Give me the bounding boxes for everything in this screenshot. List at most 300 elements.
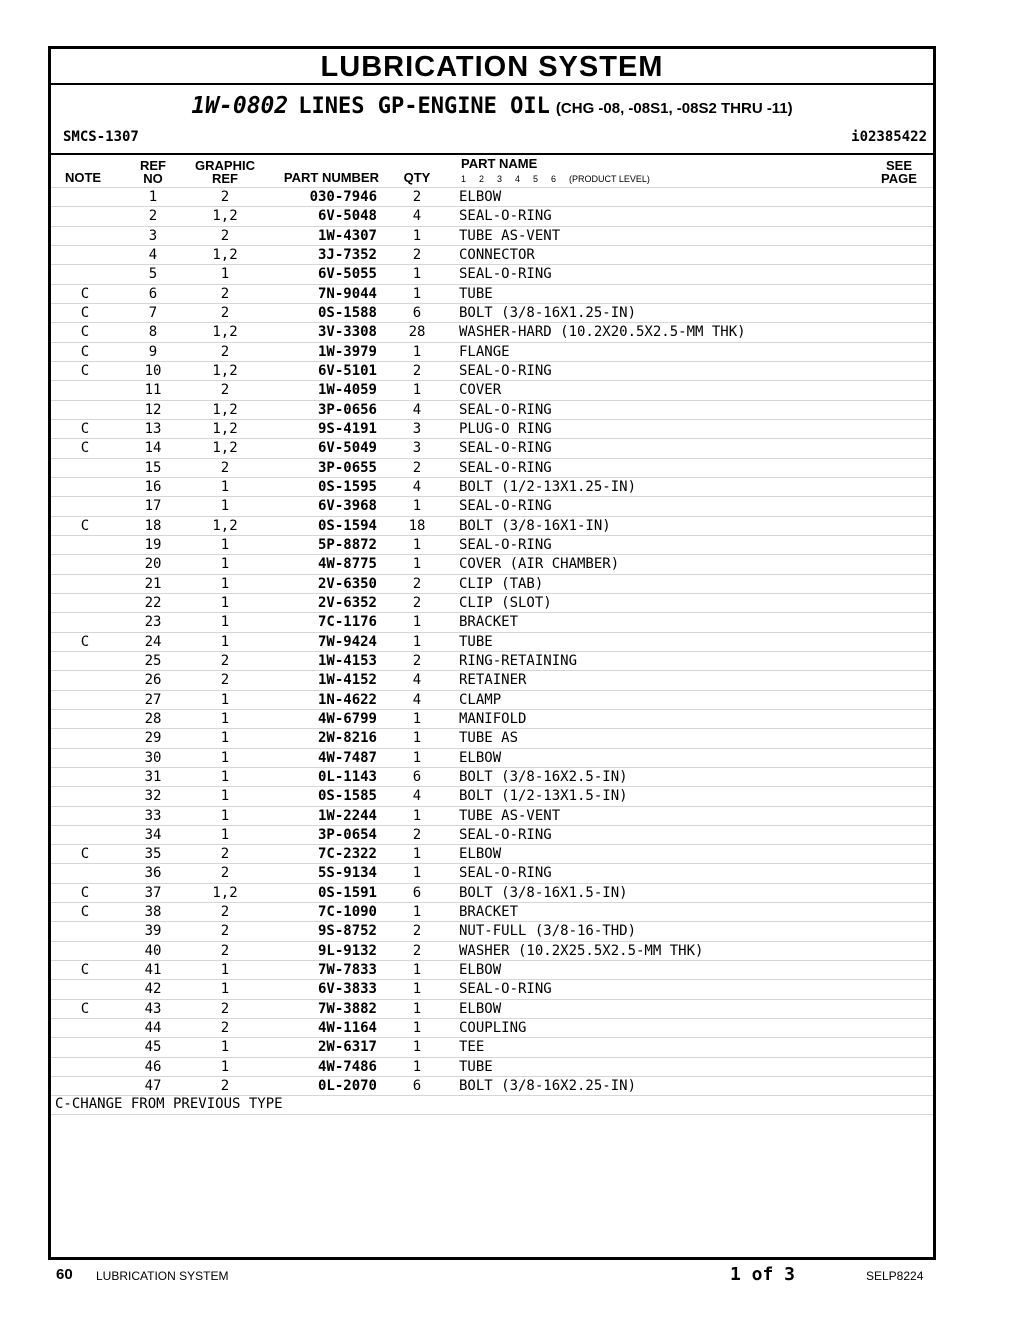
row-graphic-ref: 2	[220, 865, 230, 882]
table-row	[51, 1076, 933, 1095]
row-qty: 1	[412, 1020, 422, 1037]
table-row	[51, 863, 933, 882]
row-part-number: 0S-1595	[317, 478, 377, 495]
row-part-number: 1W-4059	[317, 382, 377, 399]
row-ref-no: 7	[148, 304, 158, 321]
row-qty: 6	[412, 884, 422, 901]
row-qty: 18	[408, 517, 426, 534]
row-note: C	[80, 324, 90, 341]
table-row	[51, 806, 933, 825]
row-part-name: TUBE	[459, 1058, 493, 1075]
row-graphic-ref: 1	[220, 788, 230, 805]
row-qty: 3	[412, 420, 422, 437]
row-ref-no: 18	[144, 517, 162, 534]
row-qty: 2	[412, 189, 422, 205]
row-part-name: ELBOW	[459, 846, 502, 863]
row-ref-no: 45	[144, 1039, 162, 1056]
row-ref-no: 32	[144, 788, 162, 805]
row-ref-no: 14	[144, 440, 162, 457]
row-graphic-ref: 2	[220, 285, 230, 302]
row-part-name: TUBE	[459, 285, 493, 302]
level-2: 2	[479, 174, 485, 184]
row-qty: 1	[412, 981, 422, 998]
group-subtitle	[51, 93, 933, 119]
footer-sheet-count: 1 of 3	[730, 1264, 796, 1285]
row-graphic-ref: 1	[220, 614, 230, 631]
row-graphic-ref: 1	[220, 1058, 230, 1075]
table-row	[51, 458, 933, 477]
row-graphic-ref: 1	[220, 633, 230, 650]
row-part-name: TEE	[459, 1039, 485, 1056]
row-graphic-ref: 2	[220, 227, 230, 244]
row-qty: 1	[412, 846, 422, 863]
row-qty: 1	[412, 227, 422, 244]
row-qty: 1	[412, 904, 422, 921]
row-part-name: TUBE	[459, 633, 493, 650]
row-graphic-ref: 1,2	[212, 517, 238, 534]
row-part-name: BRACKET	[459, 614, 519, 631]
row-ref-no: 16	[144, 478, 162, 495]
row-note: C	[80, 304, 90, 321]
product-level-label: (PRODUCT LEVEL)	[569, 174, 650, 184]
footer-page-number: 60	[56, 1266, 73, 1283]
row-part-name: RETAINER	[459, 672, 527, 689]
row-part-number: 2V-6350	[317, 575, 377, 592]
col-header-see-page	[871, 159, 927, 185]
row-ref-no: 34	[144, 826, 162, 843]
row-part-number: 0L-2070	[317, 1078, 377, 1095]
row-qty: 1	[412, 865, 422, 882]
row-qty: 1	[412, 807, 422, 824]
row-part-number: 3P-0656	[317, 401, 377, 418]
table-row	[51, 632, 933, 651]
row-note: C	[80, 420, 90, 437]
row-qty: 4	[412, 672, 422, 689]
row-part-number: 9S-8752	[317, 923, 377, 940]
row-part-number: 9S-4191	[317, 420, 377, 437]
table-row	[51, 438, 933, 457]
row-part-name: TUBE AS	[459, 730, 519, 747]
row-part-number: 6V-3968	[317, 498, 377, 515]
row-qty: 2	[412, 575, 422, 592]
row-ref-no: 9	[148, 343, 158, 360]
illustration-id: i02385422	[851, 129, 927, 145]
row-ref-no: 13	[144, 420, 162, 437]
row-graphic-ref: 2	[220, 904, 230, 921]
row-part-number: 4W-6799	[317, 710, 377, 727]
row-note: C	[80, 440, 90, 457]
row-part-number: 6V-5055	[317, 266, 377, 283]
row-graphic-ref: 1,2	[212, 324, 238, 341]
row-part-number: 1N-4622	[317, 691, 377, 708]
row-part-number: 4W-7487	[317, 749, 377, 766]
row-part-name: SEAL-O-RING	[459, 401, 552, 418]
row-part-name: WASHER-HARD (10.2X20.5X2.5-MM THK)	[459, 324, 746, 341]
row-part-number: 7W-7833	[317, 962, 377, 979]
header-divider	[51, 153, 933, 155]
row-graphic-ref: 2	[220, 343, 230, 360]
row-graphic-ref: 1,2	[212, 401, 238, 418]
row-ref-no: 6	[148, 285, 158, 302]
row-qty: 2	[412, 459, 422, 476]
row-qty: 1	[412, 730, 422, 747]
row-part-number: 9L-9132	[317, 942, 377, 959]
row-part-name: SEAL-O-RING	[459, 440, 552, 457]
row-qty: 2	[412, 826, 422, 843]
table-row	[51, 651, 933, 670]
row-part-number: 1W-4153	[317, 652, 377, 669]
row-ref-no: 37	[144, 884, 162, 901]
row-graphic-ref: 1	[220, 981, 230, 998]
row-part-name: MANIFOLD	[459, 710, 527, 727]
row-part-number: 6V-3833	[317, 981, 377, 998]
table-row	[51, 303, 933, 322]
row-qty: 2	[412, 362, 422, 379]
col-header-graphic-top: GRAPHIC	[195, 158, 255, 173]
row-part-name: CONNECTOR	[459, 246, 535, 263]
row-qty: 2	[412, 652, 422, 669]
row-qty: 1	[412, 633, 422, 650]
level-6: 6	[551, 174, 557, 184]
row-part-name: WASHER (10.2X25.5X2.5-MM THK)	[459, 942, 704, 959]
row-qty: 1	[412, 556, 422, 573]
row-ref-no: 28	[144, 710, 162, 727]
col-header-part-name: PART NAME	[461, 156, 538, 171]
row-part-number: 2V-6352	[317, 594, 377, 611]
row-ref-no: 39	[144, 923, 162, 940]
col-header-see-bottom: PAGE	[881, 171, 917, 186]
row-part-name: CLIP (TAB)	[459, 575, 544, 592]
row-graphic-ref: 2	[220, 1078, 230, 1095]
row-qty: 4	[412, 788, 422, 805]
col-header-ref	[131, 159, 175, 185]
row-ref-no: 36	[144, 865, 162, 882]
row-note: C	[80, 846, 90, 863]
row-part-name: NUT-FULL (3/8-16-THD)	[459, 923, 637, 940]
group-name: LINES GP-ENGINE OIL	[298, 94, 550, 119]
row-part-name: COVER	[459, 382, 502, 399]
row-part-name: SEAL-O-RING	[459, 536, 552, 553]
row-part-number: 3P-0655	[317, 459, 377, 476]
row-part-number: 0S-1588	[317, 304, 377, 321]
table-row	[51, 226, 933, 245]
row-ref-no: 2	[148, 208, 158, 225]
row-ref-no: 10	[144, 362, 162, 379]
row-part-number: 7C-1090	[317, 904, 377, 921]
row-ref-no: 15	[144, 459, 162, 476]
table-row	[51, 574, 933, 593]
table-row	[51, 921, 933, 940]
row-qty: 1	[412, 536, 422, 553]
page-title: LUBRICATION SYSTEM	[51, 49, 933, 85]
row-part-name: ELBOW	[459, 1000, 502, 1017]
row-qty: 1	[412, 1039, 422, 1056]
row-qty: 1	[412, 266, 422, 283]
row-qty: 1	[412, 343, 422, 360]
table-row	[51, 979, 933, 998]
row-part-name: BOLT (3/8-16X2.25-IN)	[459, 1078, 637, 1095]
row-qty: 1	[412, 749, 422, 766]
row-graphic-ref: 1	[220, 962, 230, 979]
row-part-name: FLANGE	[459, 343, 510, 360]
table-row	[51, 999, 933, 1018]
row-part-number: 7W-3882	[317, 1000, 377, 1017]
row-part-number: 3J-7352	[317, 246, 377, 263]
row-qty: 2	[412, 246, 422, 263]
row-part-number: 4W-1164	[317, 1020, 377, 1037]
row-graphic-ref: 1	[220, 710, 230, 727]
row-part-name: BOLT (3/8-16X1-IN)	[459, 517, 611, 534]
row-part-name: TUBE AS-VENT	[459, 807, 561, 824]
row-qty: 1	[412, 962, 422, 979]
col-header-see-top: SEE	[885, 158, 912, 173]
table-row	[51, 767, 933, 786]
col-header-note: NOTE	[64, 170, 102, 185]
row-ref-no: 33	[144, 807, 162, 824]
row-note: C	[80, 884, 90, 901]
row-graphic-ref: 1,2	[212, 420, 238, 437]
row-note: C	[80, 633, 90, 650]
col-header-ref-bottom: NO	[143, 171, 163, 186]
row-part-number: 2W-8216	[317, 730, 377, 747]
row-graphic-ref: 2	[220, 459, 230, 476]
level-1: 1	[461, 174, 467, 184]
col-header-part-number: PART NUMBER	[283, 170, 379, 185]
table-row	[51, 245, 933, 264]
row-part-name: SEAL-O-RING	[459, 266, 552, 283]
row-note: C	[80, 904, 90, 921]
row-ref-no: 44	[144, 1020, 162, 1037]
footer-section: LUBRICATION SYSTEM	[96, 1269, 229, 1283]
serial-range: (CHG -08, -08S1, -08S2 THRU -11)	[555, 100, 793, 117]
row-part-name: COUPLING	[459, 1020, 527, 1037]
row-ref-no: 35	[144, 846, 162, 863]
row-part-name: SEAL-O-RING	[459, 865, 552, 882]
row-qty: 6	[412, 1078, 422, 1095]
row-part-name: ELBOW	[459, 962, 502, 979]
table-row	[51, 516, 933, 535]
row-qty: 4	[412, 478, 422, 495]
col-header-graphic-bottom: REF	[212, 171, 238, 186]
row-qty: 1	[412, 1058, 422, 1075]
table-row	[51, 883, 933, 902]
row-part-name: SEAL-O-RING	[459, 362, 552, 379]
row-part-name: ELBOW	[459, 749, 502, 766]
parts-page-frame	[48, 46, 936, 1260]
smcs-code: SMCS-1307	[63, 129, 139, 145]
row-ref-no: 19	[144, 536, 162, 553]
row-qty: 3	[412, 440, 422, 457]
row-ref-no: 8	[148, 324, 158, 341]
row-ref-no: 1	[148, 189, 158, 205]
row-part-number: 6V-5048	[317, 208, 377, 225]
row-part-name: TUBE AS-VENT	[459, 227, 561, 244]
table-row	[51, 1018, 933, 1037]
row-qty: 28	[408, 324, 426, 341]
table-row	[51, 709, 933, 728]
row-graphic-ref: 2	[220, 923, 230, 940]
row-part-number: 1W-2244	[317, 807, 377, 824]
row-graphic-ref: 2	[220, 942, 230, 959]
row-qty: 1	[412, 710, 422, 727]
row-part-number: 4W-7486	[317, 1058, 377, 1075]
level-3: 3	[497, 174, 503, 184]
row-note: C	[80, 285, 90, 302]
footer-doc-id: SELP8224	[866, 1269, 924, 1283]
row-qty: 2	[412, 942, 422, 959]
table-row	[51, 477, 933, 496]
row-part-number: 0S-1591	[317, 884, 377, 901]
row-qty: 4	[412, 401, 422, 418]
parts-table-body	[51, 187, 933, 1095]
table-row	[51, 361, 933, 380]
row-ref-no: 40	[144, 942, 162, 959]
row-graphic-ref: 2	[220, 304, 230, 321]
table-row	[51, 284, 933, 303]
row-part-number: 7C-1176	[317, 614, 377, 631]
level-4: 4	[515, 174, 521, 184]
row-ref-no: 17	[144, 498, 162, 515]
row-part-name: BOLT (1/2-13X1.5-IN)	[459, 788, 628, 805]
row-part-number: 5P-8872	[317, 536, 377, 553]
row-ref-no: 24	[144, 633, 162, 650]
row-graphic-ref: 1	[220, 691, 230, 708]
row-part-name: SEAL-O-RING	[459, 826, 552, 843]
row-part-name: BOLT (3/8-16X1.25-IN)	[459, 304, 637, 321]
table-row	[51, 844, 933, 863]
table-row	[51, 496, 933, 515]
row-graphic-ref: 1	[220, 768, 230, 785]
row-qty: 6	[412, 768, 422, 785]
product-level-scale	[461, 174, 650, 184]
row-note: C	[80, 517, 90, 534]
table-row	[51, 825, 933, 844]
row-part-name: CLIP (SLOT)	[459, 594, 552, 611]
row-graphic-ref: 2	[220, 652, 230, 669]
row-part-name: CLAMP	[459, 691, 502, 708]
row-part-number: 7N-9044	[317, 285, 377, 302]
row-qty: 2	[412, 923, 422, 940]
row-ref-no: 5	[148, 266, 158, 283]
row-part-number: 7W-9424	[317, 633, 377, 650]
row-part-number: 3V-3308	[317, 324, 377, 341]
table-row	[51, 400, 933, 419]
table-row	[51, 690, 933, 709]
row-ref-no: 11	[144, 382, 162, 399]
row-part-name: BOLT (3/8-16X2.5-IN)	[459, 768, 628, 785]
row-ref-no: 22	[144, 594, 162, 611]
row-part-number: 5S-9134	[317, 865, 377, 882]
row-part-number: 6V-5101	[317, 362, 377, 379]
row-part-number: 6V-5049	[317, 440, 377, 457]
parts-table	[51, 187, 933, 1115]
col-header-qty: QTY	[403, 170, 431, 185]
row-graphic-ref: 1	[220, 556, 230, 573]
row-part-name: SEAL-O-RING	[459, 459, 552, 476]
row-part-name: SEAL-O-RING	[459, 498, 552, 515]
row-ref-no: 26	[144, 672, 162, 689]
row-ref-no: 38	[144, 904, 162, 921]
row-part-name: COVER (AIR CHAMBER)	[459, 556, 620, 573]
row-ref-no: 12	[144, 401, 162, 418]
row-ref-no: 21	[144, 575, 162, 592]
row-part-name: BOLT (1/2-13X1.25-IN)	[459, 478, 637, 495]
row-part-number: 0S-1585	[317, 788, 377, 805]
row-ref-no: 25	[144, 652, 162, 669]
row-ref-no: 20	[144, 556, 162, 573]
row-qty: 1	[412, 498, 422, 515]
row-graphic-ref: 1,2	[212, 362, 238, 379]
row-note: C	[80, 343, 90, 360]
row-graphic-ref: 2	[220, 846, 230, 863]
row-part-number: 3P-0654	[317, 826, 377, 843]
table-row	[51, 902, 933, 921]
row-qty: 4	[412, 208, 422, 225]
row-graphic-ref: 1	[220, 498, 230, 515]
footnote: C-CHANGE FROM PREVIOUS TYPE	[51, 1095, 933, 1115]
row-ref-no: 43	[144, 1000, 162, 1017]
table-row	[51, 593, 933, 612]
table-row	[51, 535, 933, 554]
row-part-number: 1W-4152	[317, 672, 377, 689]
row-part-name: SEAL-O-RING	[459, 208, 552, 225]
table-row	[51, 612, 933, 631]
row-part-name: RING-RETAINING	[459, 652, 578, 669]
row-ref-no: 27	[144, 691, 162, 708]
table-row	[51, 1037, 933, 1056]
row-ref-no: 41	[144, 962, 162, 979]
row-part-number: 030-7946	[309, 189, 377, 205]
table-row	[51, 728, 933, 747]
row-note: C	[80, 1000, 90, 1017]
level-5: 5	[533, 174, 539, 184]
row-ref-no: 46	[144, 1058, 162, 1075]
row-graphic-ref: 1	[220, 266, 230, 283]
table-row	[51, 342, 933, 361]
table-row	[51, 941, 933, 960]
row-note: C	[80, 962, 90, 979]
row-graphic-ref: 2	[220, 1000, 230, 1017]
row-graphic-ref: 2	[220, 189, 230, 205]
table-row	[51, 419, 933, 438]
col-header-graphic-ref	[189, 159, 261, 185]
row-graphic-ref: 1	[220, 730, 230, 747]
table-row	[51, 960, 933, 979]
row-part-number: 7C-2322	[317, 846, 377, 863]
table-row	[51, 206, 933, 225]
row-part-number: 0S-1594	[317, 517, 377, 534]
row-part-number: 4W-8775	[317, 556, 377, 573]
row-part-name: BRACKET	[459, 904, 519, 921]
row-graphic-ref: 1,2	[212, 440, 238, 457]
row-ref-no: 42	[144, 981, 162, 998]
row-graphic-ref: 1	[220, 478, 230, 495]
row-part-name: ELBOW	[459, 189, 502, 205]
table-row	[51, 670, 933, 689]
row-qty: 6	[412, 304, 422, 321]
col-header-ref-top: REF	[140, 158, 166, 173]
row-ref-no: 30	[144, 749, 162, 766]
table-row	[51, 748, 933, 767]
row-ref-no: 3	[148, 227, 158, 244]
row-ref-no: 4	[148, 246, 158, 263]
table-row	[51, 264, 933, 283]
row-ref-no: 23	[144, 614, 162, 631]
row-qty: 1	[412, 285, 422, 302]
row-graphic-ref: 1,2	[212, 246, 238, 263]
table-row	[51, 380, 933, 399]
row-graphic-ref: 1	[220, 536, 230, 553]
